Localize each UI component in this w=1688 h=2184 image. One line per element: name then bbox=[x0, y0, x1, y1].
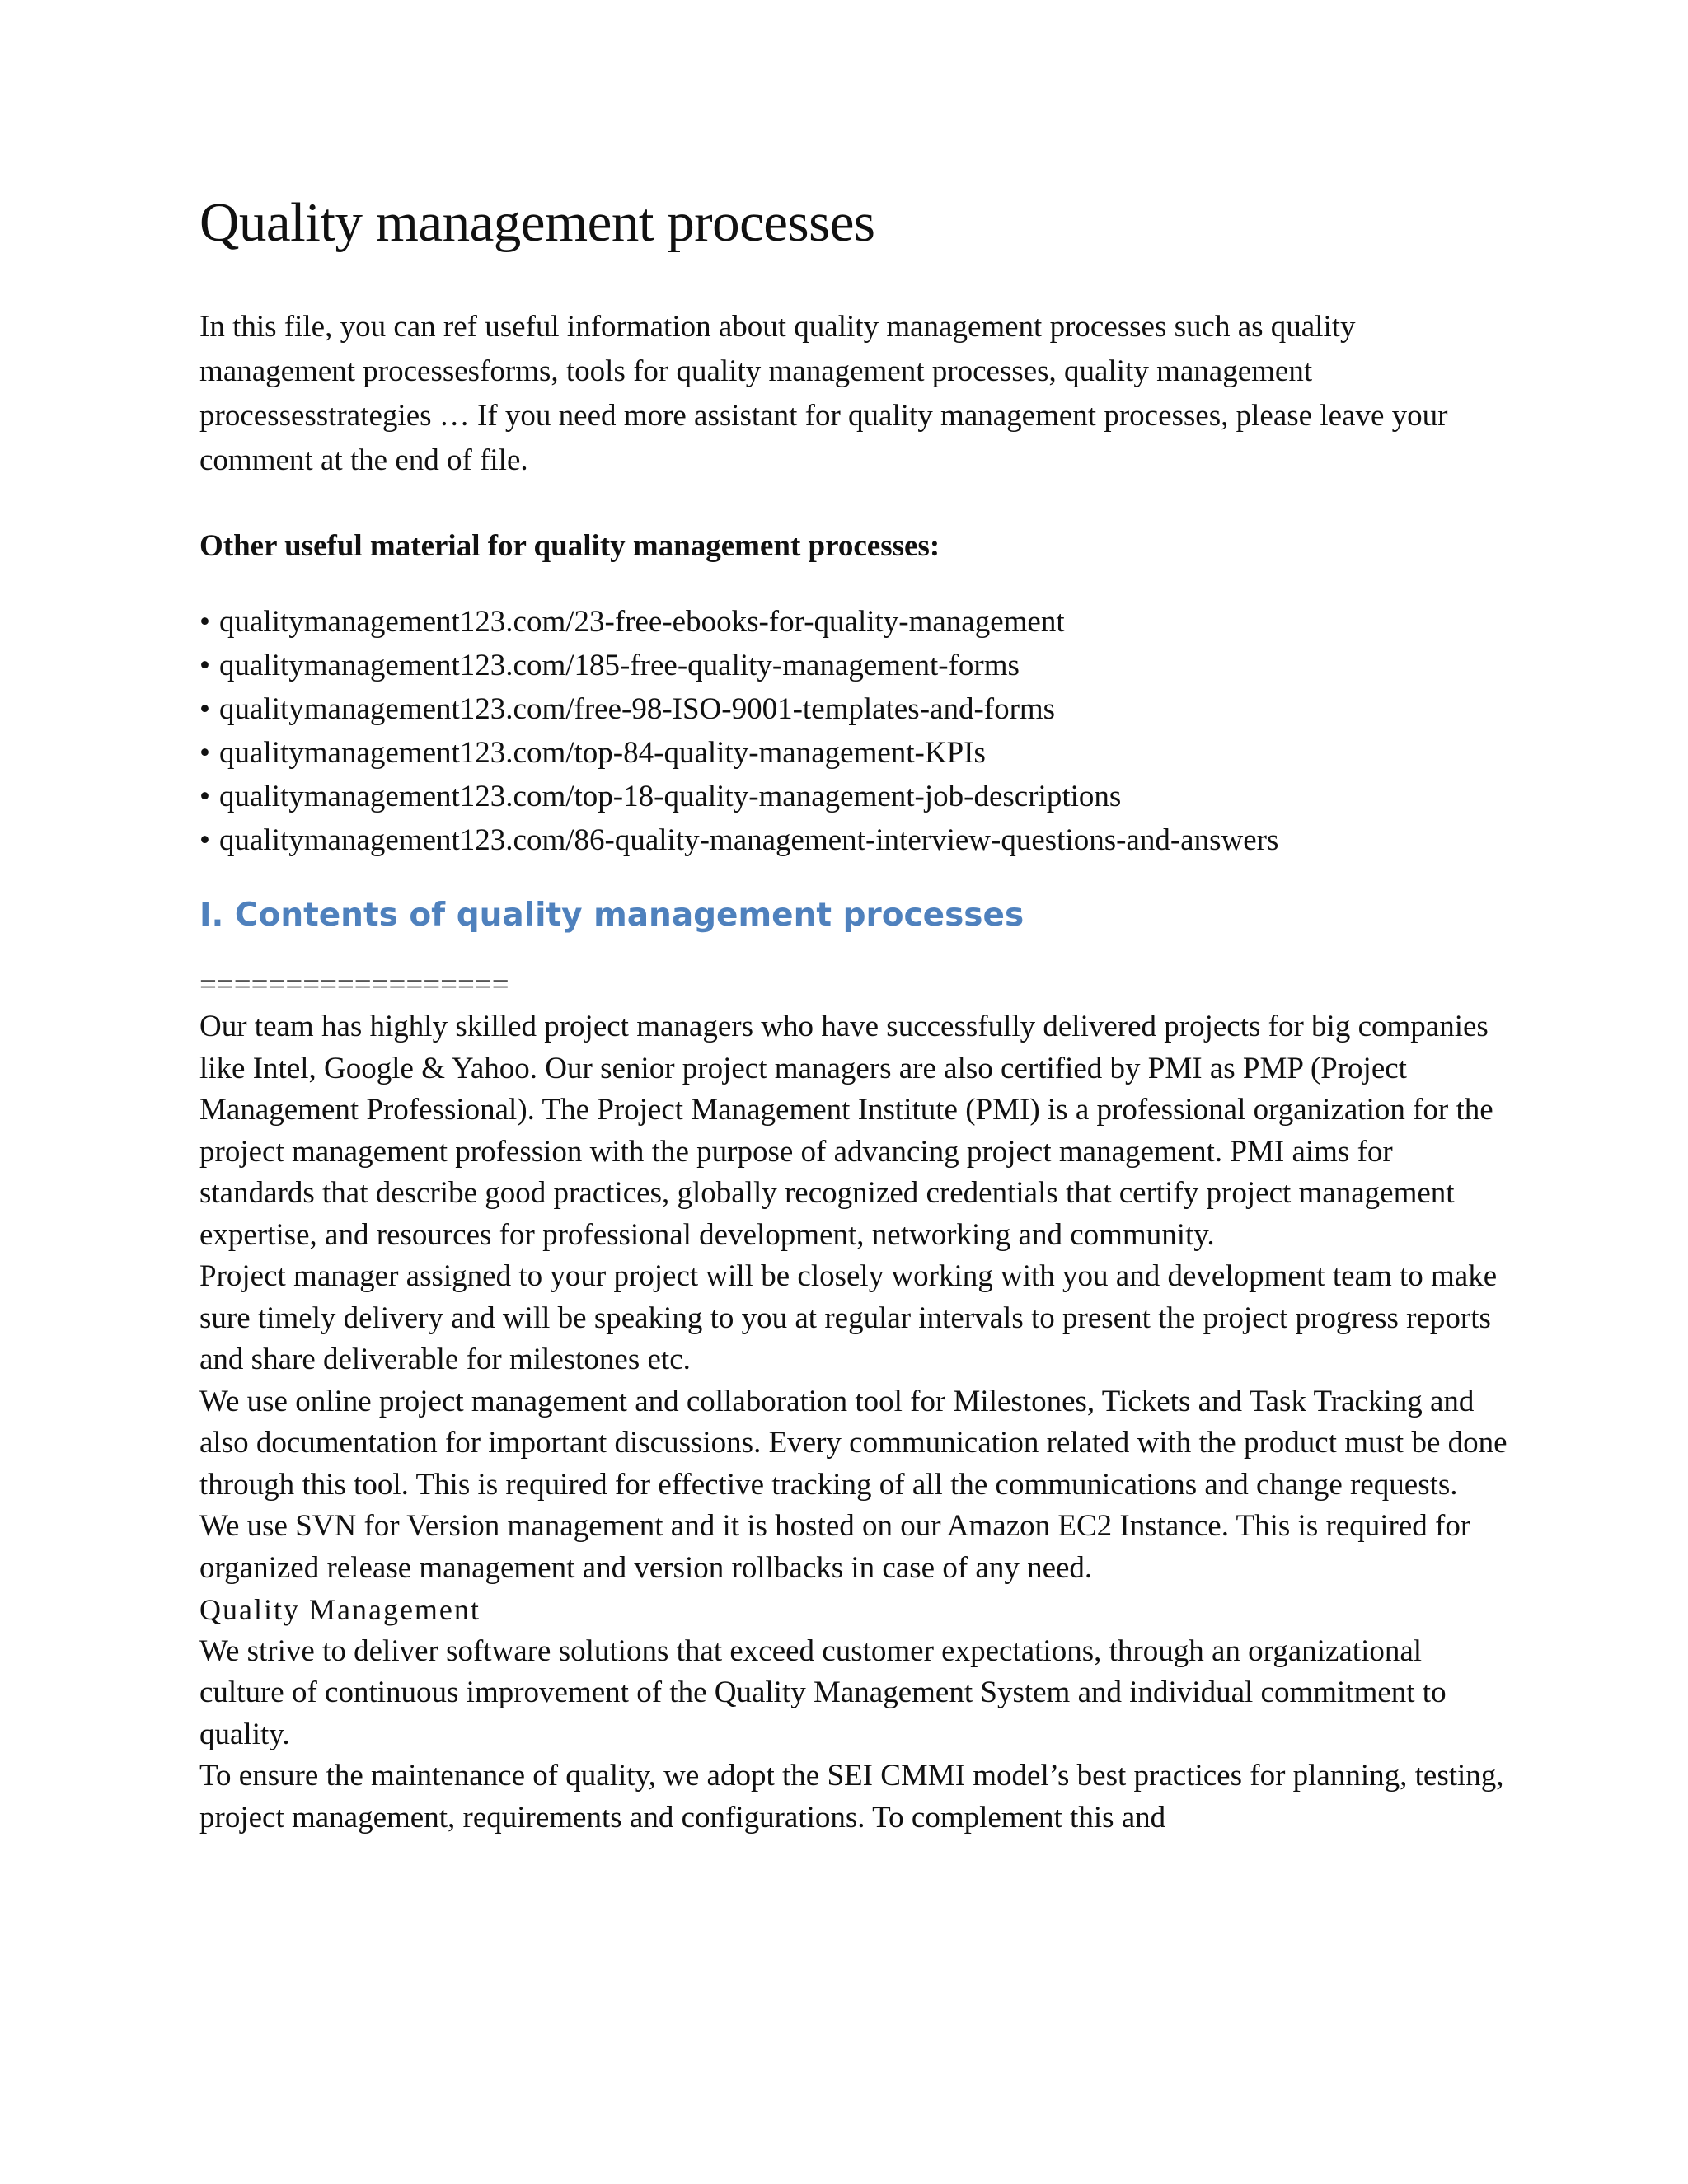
body-paragraph: We strive to deliver software solutions that exceed customer expectations, through an organizational culture of continuous improvement of the Quality Management System and individual commitment to quality. bbox=[199, 1633, 1447, 1751]
link-text: qualitymanagement123.com/86-quality-management-interview-questions-and-answers bbox=[219, 823, 1279, 858]
bullet-icon: • bbox=[199, 823, 210, 858]
link-text: qualitymanagement123.com/23-free-ebooks-for-quality-management bbox=[219, 605, 1065, 640]
document-content bbox=[199, 190, 1510, 1839]
link-text: qualitymanagement123.com/top-18-quality-management-job-descriptions bbox=[219, 780, 1122, 814]
body-paragraph: To ensure the maintenance of quality, we adopt the SEI CMMI model’s best practices for planning, testing, project management, requirements and configurations. To complement this and bbox=[199, 1759, 1504, 1835]
list-item bbox=[199, 687, 1510, 731]
body-paragraph: We use online project management and collaboration tool for Milestones, Tickets and Task Tracking and also documentation for important discussions. Every communication related with the product must be done through this tool. This is required for effective tracking of all the communications and change requests. bbox=[199, 1384, 1507, 1502]
intro-paragraph: In this file, you can ref useful information about quality management processes such as quality management processesforms, tools for quality management processes, quality management processesstrategies … If you need more assistant for quality management processes, please leave your comment at the end of file. bbox=[199, 310, 1448, 478]
list-item bbox=[199, 818, 1510, 862]
body-paragraph: Our team has highly skilled project managers who have successfully delivered projects for big companies like Intel, Google & Yahoo. Our senior project managers are also certified by PMI as PMP (Project Management Professional). The Project Management Institute (PMI) is a professional organization for the project management profession with the purpose of advancing project management. PMI aims for standards that describe good practices, globally recognized credentials that certify project management expertise, and resources for professional development, networking and community. bbox=[199, 1010, 1493, 1252]
quality-management-subheading: Quality Management bbox=[199, 1593, 481, 1627]
separator-line: ================== bbox=[199, 968, 509, 1002]
body-paragraph: Project manager assigned to your project will be closely working with you and development team to make sure timely delivery and will be speaking to you at regular intervals to present the project progress reports and share deliverable for milestones etc. bbox=[199, 1259, 1498, 1377]
section-heading-contents: I. Contents of quality management processes bbox=[199, 897, 1025, 935]
bullet-icon: • bbox=[199, 736, 210, 771]
list-item bbox=[199, 644, 1510, 687]
link-text: qualitymanagement123.com/185-free-quality-management-forms bbox=[219, 649, 1020, 683]
body-text bbox=[199, 1006, 1510, 1839]
link-text: qualitymanagement123.com/top-84-quality-management-KPIs bbox=[219, 736, 986, 771]
other-material-heading: Other useful material for quality management processes: bbox=[199, 529, 940, 564]
bullet-icon: • bbox=[199, 649, 210, 683]
useful-links-list bbox=[199, 600, 1510, 862]
document-title: Quality management processes bbox=[199, 192, 875, 253]
list-item bbox=[199, 731, 1510, 775]
list-item bbox=[199, 775, 1510, 818]
list-item bbox=[199, 600, 1510, 644]
bullet-icon: • bbox=[199, 692, 210, 727]
link-text: qualitymanagement123.com/free-98-ISO-9001-templates-and-forms bbox=[219, 692, 1056, 727]
bullet-icon: • bbox=[199, 605, 210, 640]
body-paragraph: We use SVN for Version management and it is hosted on our Amazon EC2 Instance. This is required for organized release management and version rollbacks in case of any need. bbox=[199, 1509, 1471, 1585]
bullet-icon: • bbox=[199, 780, 210, 814]
